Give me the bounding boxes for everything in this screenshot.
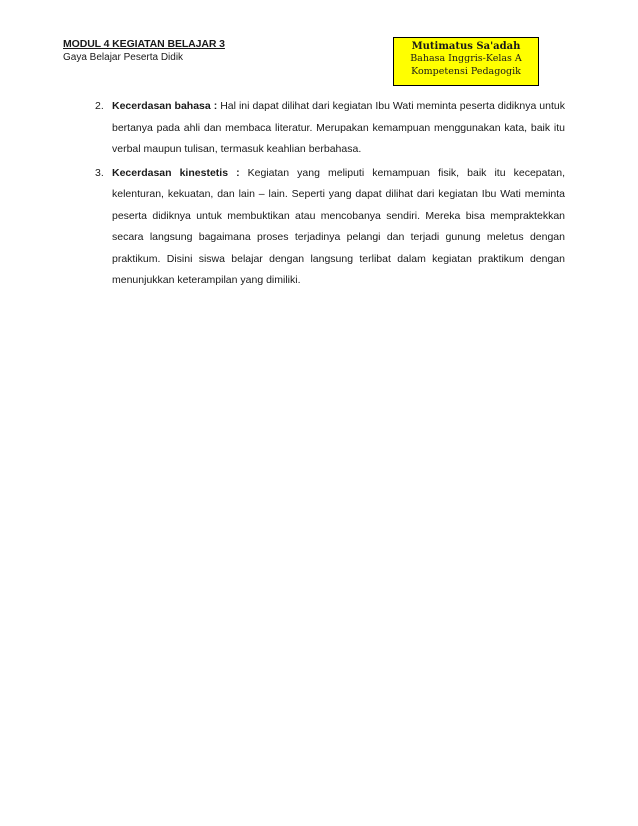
document-body (95, 96, 565, 294)
list-item (95, 163, 565, 292)
list-item-text: Hal ini dapat dilihat dari kegiatan Ibu Wati meminta peserta didiknya untuk bertanya pada ahli dan membaca literatur. Merupakan kemampuan menggunakan kata, baik itu verbal maupun tulisan, termasuk keahlian berbahasa. (112, 100, 565, 155)
author-class: Bahasa Inggris-Kelas A (410, 53, 522, 64)
module-subtitle: Gaya Belajar Peserta Didik (63, 52, 184, 63)
author-name: Mutimatus Sa'adah (411, 41, 521, 52)
author-competence: Kompetensi Pedagogik (411, 66, 521, 77)
list-item-term: Kecerdasan kinestetis : (112, 166, 240, 179)
list-item (95, 96, 565, 161)
module-title: MODUL 4 KEGIATAN BELAJAR 3 (63, 38, 225, 50)
list-item-text: Kegiatan yang meliputi kemampuan fisik, baik itu kecepatan, kelenturan, kekuatan, dan lain – lain. Seperti yang dapat dilihat dari kegiatan Ibu Wati meminta peserta didiknya untuk membuktikan atau mencobanya sendiri. Mereka bisa mempraktekkan secara langsung bagaimana proses terjadinya pelangi dan terjadi gunung meletus dengan praktikum. Disini siswa belajar dengan langsung terlibat dalam kegiatan praktikum dengan menunjukkan keterampilan yang dimiliki. (112, 166, 565, 286)
list-item-number: 3. (95, 166, 104, 179)
author-box (393, 37, 539, 86)
list-item-number: 2. (95, 100, 104, 112)
document-header (63, 38, 225, 63)
list-item-term: Kecerdasan bahasa : (112, 100, 218, 112)
